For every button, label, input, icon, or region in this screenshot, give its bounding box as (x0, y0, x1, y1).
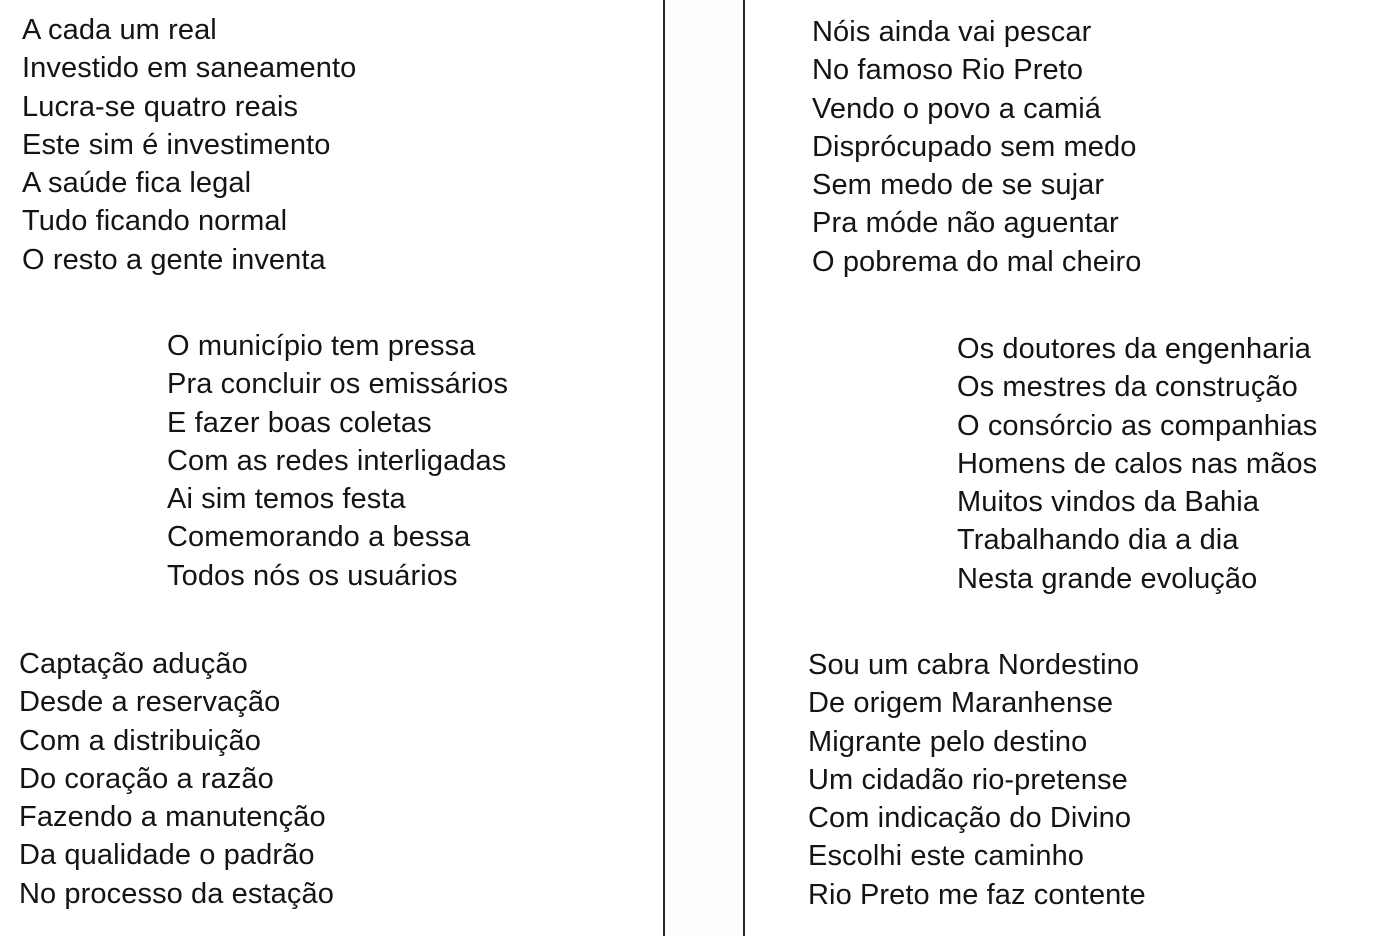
poem-line: Tudo ficando normal (22, 205, 288, 238)
poem-line: Captação adução (19, 648, 248, 680)
poem-line: Homens de calos nas mãos (957, 447, 1318, 480)
poem-line: Escolhi este caminho (808, 840, 1085, 873)
poem-line: Com a distribuição (19, 724, 261, 757)
poem-line: Sem medo de se sujar (812, 169, 1105, 202)
poem-line: No processo da estação (19, 877, 334, 910)
poem-line: Lucra-se quatro reais (22, 90, 299, 123)
poem-line: No famoso Rio Preto (812, 54, 1084, 87)
right-page (746, 0, 1384, 936)
poem-line: Investido em saneamento (22, 52, 357, 85)
poem-line: E fazer boas coletas (167, 406, 432, 439)
poem-line: O pobrema do mal cheiro (812, 245, 1142, 278)
poem-line: Ai sim temos festa (167, 483, 406, 516)
page-gutter (664, 0, 746, 936)
stanza-right-3 (808, 646, 1146, 914)
poem-line: O resto a gente inventa (22, 243, 326, 276)
poem-line: Desde a reservação (19, 686, 281, 719)
poem-line: Sou um cabra Nordestino (808, 649, 1140, 681)
poem-line: Com as redes interligadas (167, 444, 507, 477)
stanza-right-2 (957, 330, 1317, 598)
poem-line: Um cidadão rio-pretense (808, 763, 1128, 796)
poem-line: Vendo o povo a camiá (812, 92, 1101, 125)
poem-line: Comemorando a bessa (167, 521, 471, 554)
stanza-left-1 (22, 11, 356, 279)
poem-line: Pra móde não aguentar (812, 207, 1119, 240)
poem-line: Todos nós os usuários (167, 559, 458, 592)
poem-line: Migrante pelo destino (808, 725, 1088, 758)
poem-line: O consórcio as companhias (957, 409, 1318, 442)
left-page (0, 0, 664, 936)
poem-line: Pra concluir os emissários (167, 368, 509, 401)
poem-line: Disprócupado sem medo (812, 130, 1137, 163)
poem-line: Este sim é investimento (22, 128, 331, 161)
poem-line: Nesta grande evolução (957, 562, 1258, 595)
stanza-left-2 (167, 327, 508, 595)
poem-line: Com indicação do Divino (808, 802, 1132, 835)
poem-line: Nóis ainda vai pescar (812, 16, 1092, 48)
poem-line: Os doutores da engenharia (957, 333, 1311, 365)
poem-line: Rio Preto me faz contente (808, 878, 1146, 911)
poem-line: De origem Maranhense (808, 687, 1114, 720)
stanza-right-1 (812, 13, 1142, 281)
poem-line: Da qualidade o padrão (19, 839, 315, 872)
poem-line: A saúde fica legal (22, 167, 252, 200)
page-fold-right (743, 0, 745, 936)
poem-line: Os mestres da construção (957, 371, 1298, 404)
poem-line: Trabalhando dia a dia (957, 524, 1239, 557)
stanza-left-3 (19, 645, 334, 913)
poem-line: Fazendo a manutenção (19, 801, 326, 834)
poem-line: Do coração a razão (19, 762, 274, 795)
poem-line: O município tem pressa (167, 330, 476, 362)
page-fold-left (663, 0, 665, 936)
poem-line: A cada um real (22, 14, 217, 46)
poem-line: Muitos vindos da Bahia (957, 486, 1260, 519)
